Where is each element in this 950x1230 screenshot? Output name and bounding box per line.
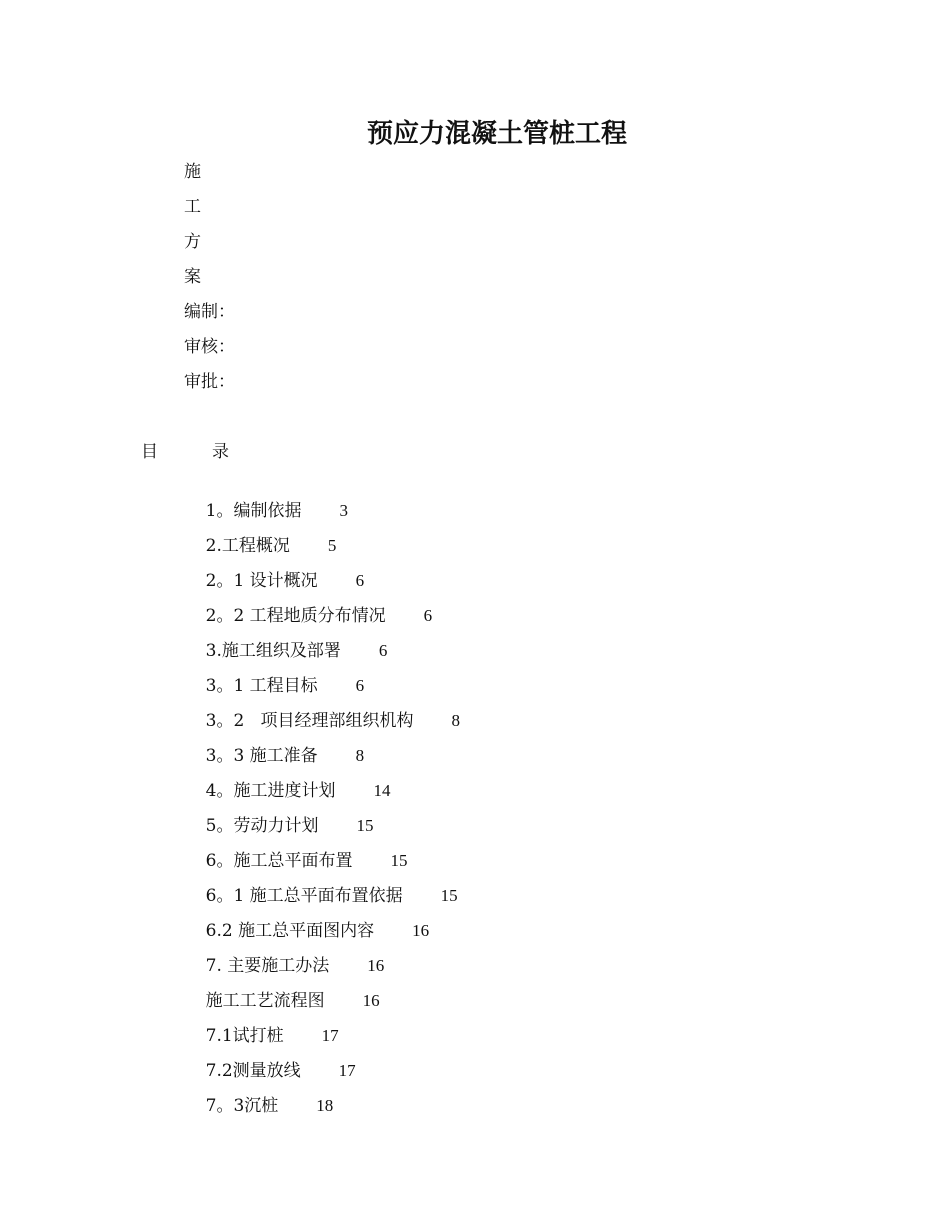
cover-line-shi: 施 [184,162,201,182]
cover-line-an: 案 [184,267,201,287]
compiled-by-label: 编制： [184,302,235,322]
toc-heading [141,440,229,464]
toc-item-label: 7. 主要施工办法 [205,956,330,976]
toc-item-page: 6 [355,571,365,590]
toc-item-page: 16 [412,921,430,940]
toc-item-page: 15 [390,851,408,870]
toc-item-page: 18 [316,1096,334,1115]
toc-item-label: 3。3 施工准备 [205,746,318,766]
toc-item-label: 1。编制依据 [205,501,302,521]
toc-item-label: 3。2 项目经理部组织机构 [205,711,414,731]
toc-item-page: 17 [321,1026,339,1045]
document-title: 预应力混凝土管桩工程 [366,119,627,149]
toc-item-page: 15 [440,886,458,905]
toc-item-page: 8 [355,746,365,765]
toc-item-label: 6。施工总平面布置 [205,851,353,871]
toc-item-page: 16 [362,991,380,1010]
toc-item-label: 7.1试打桩 [205,1026,284,1046]
toc-heading-first: 目 [141,442,158,462]
toc-item-page: 14 [373,781,391,800]
toc-item-label: 2。1 设计概况 [205,571,318,591]
toc-item-page: 6 [378,641,388,660]
toc-item-page: 5 [327,536,337,555]
toc-item-label: 6。1 施工总平面布置依据 [205,886,403,906]
reviewed-by-label: 审核： [184,337,235,357]
toc-item-label: 4。施工进度计划 [205,781,336,801]
toc-item-page: 17 [338,1061,356,1080]
toc-item-label: 2。2 工程地质分布情况 [205,606,386,626]
toc-item-page: 6 [355,676,365,695]
toc-item-label: 7。3沉桩 [205,1096,279,1116]
toc-item-page: 8 [451,711,460,730]
toc-item-page: 16 [367,956,385,975]
toc-item-label: 3.施工组织及部署 [205,641,341,661]
toc-item-page: 6 [423,606,433,625]
toc-item-label: 施工工艺流程图 [205,991,325,1011]
toc-item-label: 5。劳动力计划 [205,816,319,836]
approved-by-label: 审批： [184,372,235,392]
toc-item-label: 2.工程概况 [205,536,290,556]
cover-line-gong: 工 [184,197,201,217]
toc-heading-second: 录 [212,442,229,462]
toc-item-label: 7.2测量放线 [205,1061,301,1081]
toc-item-label: 3。1 工程目标 [205,676,318,696]
toc-item-page: 15 [356,816,374,835]
toc-item-page: 3 [339,501,348,520]
cover-line-fang: 方 [184,232,201,252]
toc-item[interactable] [184,1070,333,1142]
toc-item-label: 6.2 施工总平面图内容 [205,921,375,941]
